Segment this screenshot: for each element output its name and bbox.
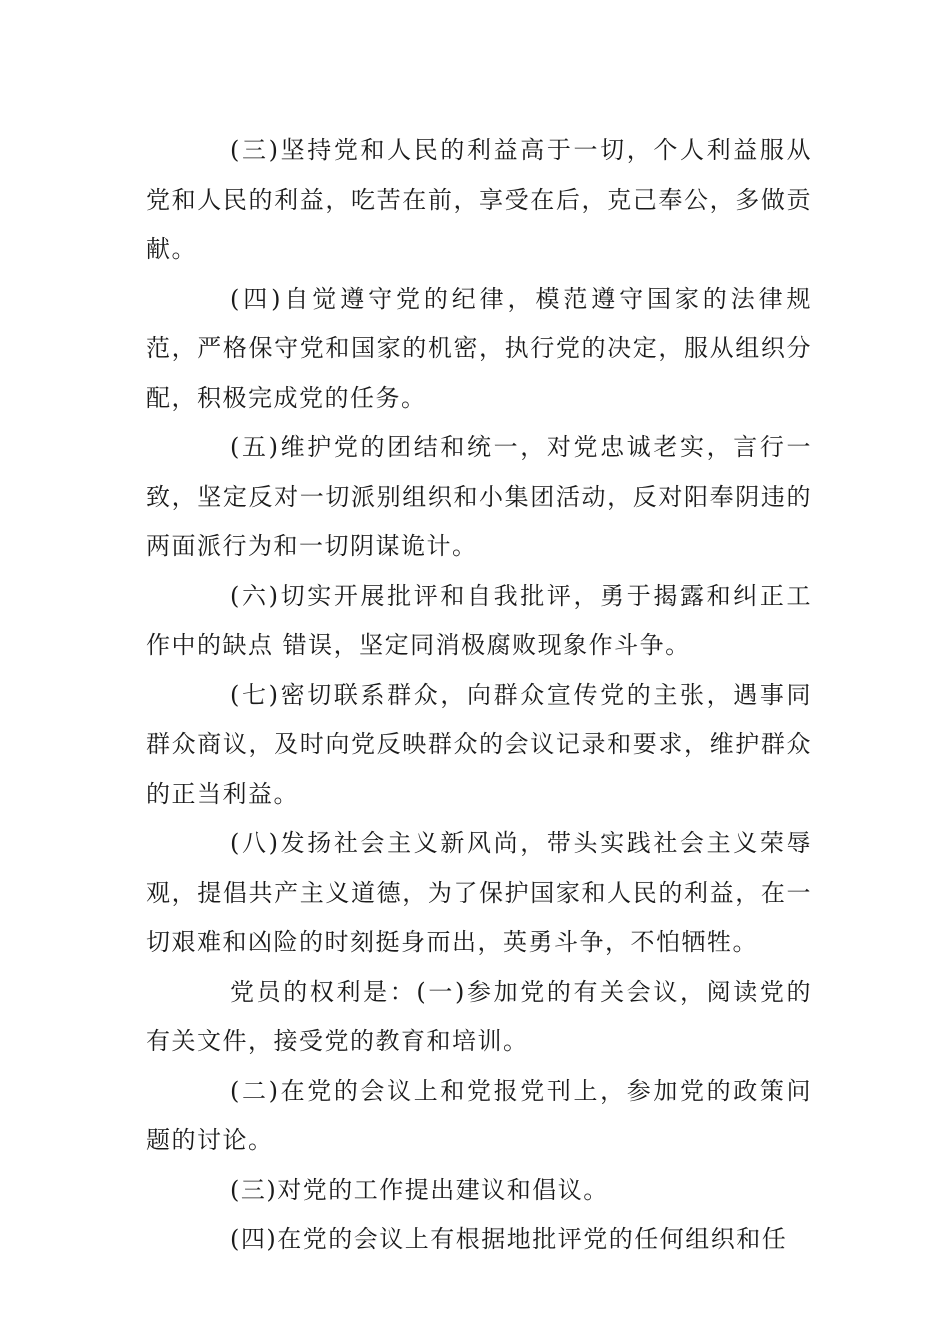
paragraph-right-4: (四)在党的会议上有根据地批评党的任何组织和任 [230,1225,788,1253]
paragraph-duty-3: (三)坚持党和人民的利益高于一切，个人利益服从党和人民的利益，吃苦在前，享受在后，克己奉公，多做贡献。 [146,136,812,263]
paragraph-duty-8: (八)发扬社会主义新风尚，带头实践社会主义荣辱观，提倡共产主义道德，为了保护国家和人民的利益，在一切艰难和凶险的时刻挺身而出，英勇斗争，不怕牺牲。 [146,829,812,956]
paragraph-duty-5: (五)维护党的团结和统一，对党忠诚老实，言行一致，坚定反对一切派别组织和小集团活动，反对阳奉阴违的两面派行为和一切阴谋诡计。 [146,433,812,560]
paragraph-right-2: (二)在党的会议上和党报党刊上，参加党的政策问题的讨论。 [146,1076,812,1154]
paragraph-duty-4: (四)自觉遵守党的纪律，模范遵守国家的法律规范，严格保守党和国家的机密，执行党的决定，服从组织分配，积极完成党的任务。 [146,284,812,412]
document-body [146,126,812,1265]
paragraph-right-3: (三)对党的工作提出建议和倡议。 [230,1175,609,1204]
paragraph-duty-7: (七)密切联系群众，向群众宣传党的主张，遇事同群众商议，及时向党反映群众的会议记录和要求，维护群众的正当利益。 [146,680,812,808]
paragraph-duty-6: (六)切实开展批评和自我批评，勇于揭露和纠正工作中的缺点 错误，坚定同消极腐败现象作斗争。 [146,581,812,659]
paragraph-rights-intro: 党员的权利是：(一)参加党的有关会议，阅读党的有关文件，接受党的教育和培训。 [146,977,812,1055]
